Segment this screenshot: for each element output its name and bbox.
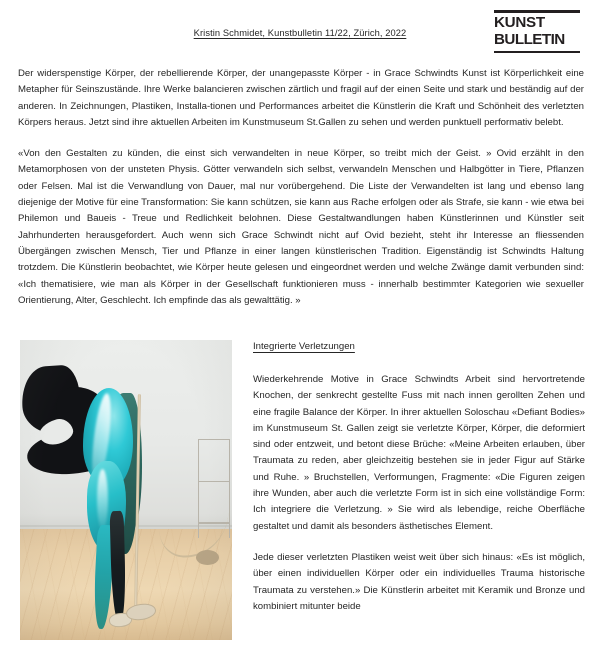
section-paragraph-2: Jede dieser verletzten Plastiken weist weit über sich hinaus: «Es ist möglich, über einen individuellen Körper oder ein individuelles Trauma historische Traumata zu verstehen.» Die Künstlerin arbeitet mit Keramik und Bronze und kombiniert mitunter beide — [253, 551, 585, 612]
logo-rule-top — [494, 10, 580, 13]
section-paragraph-1: Wiederkehrende Motive in Grace Schwindts Arbeit sind hervortretende Knochen, der senkrecht gestellte Fuss mit nach innen gerollten Zehen und eine fragile Balance der Körper. In ihrer aktuellen Soloschau «Defiant Bodies» im Kunstmuseum St. Gallen zeigt sie verletzte Körper, Körper, die deformiert sind oder entzweit, und betont diese Brüche: «Meine Arbeiten erlauben, über Traumata zu reden, aber gleichzeitig bestehen sie in jeder Figur auf Stärke und Ruhe. » Bruchstellen, Verformungen, Fragmente: «Die Figuren zeigen ihre Wunden, aber auch die verletzte Form ist in sich eine vollständige Form: Ich integriere die Verletzung. » Sie wird als lebendige, reiche Oberfläche gestaltet und damit als besonders ästhetisches Element. — [253, 374, 585, 532]
intro-text-block — [18, 66, 584, 309]
section-heading: Integrierte Verletzungen — [253, 341, 355, 352]
frame-rung-1 — [199, 439, 229, 440]
sculpture-torso-highlight — [97, 469, 108, 531]
logo-word-bulletin: BULLETIN — [494, 30, 565, 48]
intro-paragraph-2: «Von den Gestalten zu künden, die einst sich verwandelten in neue Körper, so treibt mich der Geist. » Ovid erzählt in den Metamorphosen von der unsteten Physis. Götter verwandeln sich selbst, verwandeln Menschen und Halbgötter in Tiere, Pflanzen oder Felsen. Mal ist die Verwandlung von Dauer, mal nur vorübergehend. Die Liste der Verwandelten ist lang und ebenso lang diejenige der Motive für eine Transformation: Sie kann schützen, sie kann aus Rache erfolgen oder als Strafe, sie kann - wie etwa bei Philemon und Baueis - Treue und Redlichkeit belohnen. Diese Gestaltwandlungen haben Künstlerinnen und Künstler seit Jahrhunderten herausgefordert. Auch wenn sich Grace Schwindt nicht auf Ovid bezieht, steht ihr Interesse an fliessenden Übergängen zwischen Mensch, Tier und Pflanze in einer langen künstlerischen Tradition. Eigenständig ist Schwindts Haltung trotzdem. Die Künstlerin beobachtet, wie Körper heute gelesen und eingeordnet werden und welche Zwänge damit verbunden sind: «Ich thematisiere, wie man als Körper in der Gesellschaft funktionieren muss - innerhalb bestimmter Kategorien wie sexueller Orientierung, Alter, Geschlecht. Ich empfinde das als gewalttätig. » — [18, 148, 584, 306]
logo-rule-bottom — [494, 51, 580, 54]
sculpture-installation-photo — [20, 340, 232, 640]
lower-section — [0, 340, 600, 652]
logo-word-kunst: KUNST — [494, 14, 545, 31]
kunstbulletin-logo — [494, 10, 580, 53]
byline: Kristin Schmidet, Kunstbulletin 11/22, Zürich, 2022 — [193, 28, 407, 38]
sculpture-black-leg — [109, 511, 126, 620]
frame-rung-2 — [199, 481, 229, 482]
intro-paragraph-1: Der widerspenstige Körper, der rebellierende Körper, der unangepasste Körper - in Grace Schwindts Kunst ist Körperlichkeit eine Metapher für Seinszustände. Ihre Werke balancieren zwischen zärtlich und fragil auf der einen Seite und stark und beständig auf der anderen. In Zeichnungen, Plastiken, Installa-tionen und Performances arbeitet die Künstlerin die Kraft und Schönheit des verletzten Körpers heraus. Jetzt sind ihre aktuellen Arbeiten im Kunstmuseum St.Gallen zu sehen und werden punktuell performativ belebt. — [18, 68, 584, 128]
turquoise-figure-sculpture — [81, 388, 151, 625]
right-text-column — [253, 340, 585, 615]
document-header — [0, 0, 600, 62]
